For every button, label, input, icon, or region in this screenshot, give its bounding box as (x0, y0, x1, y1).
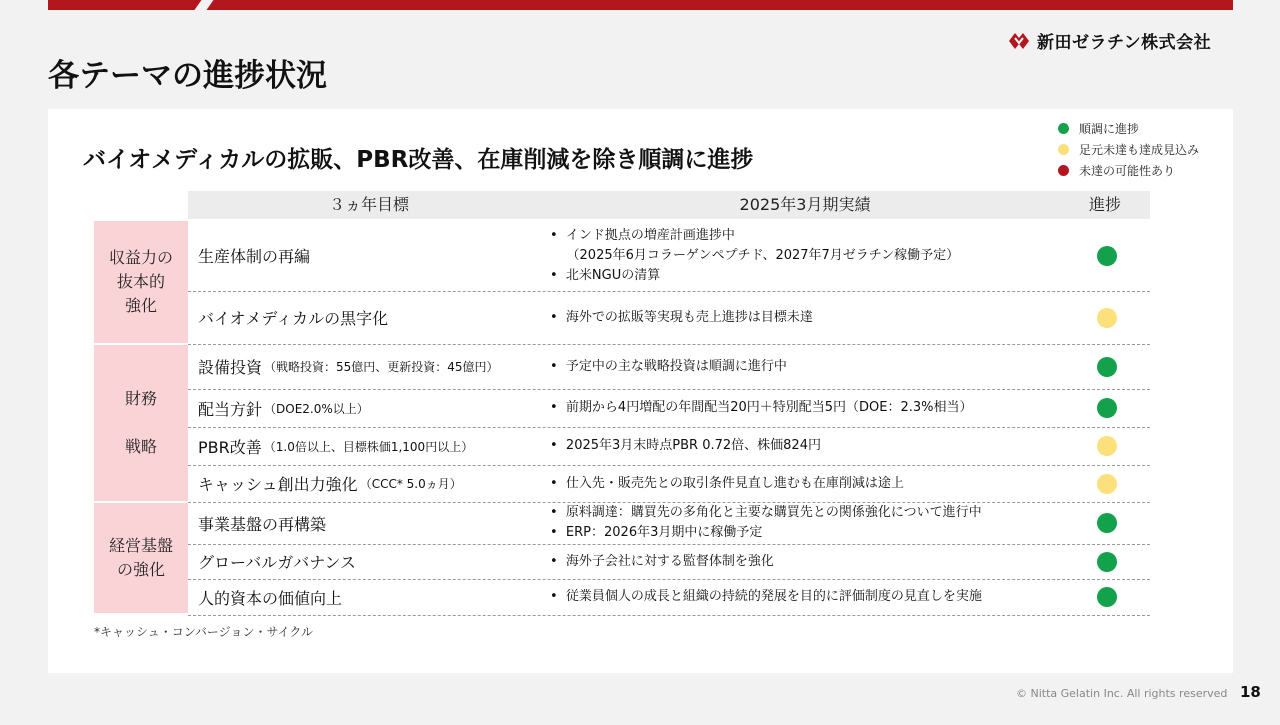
result-cell (550, 544, 774, 579)
goal-text: 事業基盤の再構築 (198, 514, 327, 534)
headline: バイオメディカルの拡販、PBR改善、在庫削減を除き順調に進捗 (83, 147, 754, 173)
category-finance: 財務 戦略 (94, 345, 188, 501)
page-title: 各テーマの進捗状況 (48, 58, 327, 94)
table-row (188, 389, 1150, 428)
result-line: • 前期から4円増配の年間配当20円＋特別配当5円（DOE：2.3%相当） (550, 400, 973, 415)
goal-text: バイオメディカルの黒字化 (198, 309, 389, 328)
result-cell (550, 502, 982, 544)
goal-cell (198, 502, 326, 544)
goal-text: PBR改善 (198, 437, 262, 457)
footnote: *キャッシュ・コンバージョン・サイクル (94, 625, 314, 639)
result-line: • 原料調達：購買先の多角化と主要な購買先との関係強化について進行中 (550, 505, 982, 520)
legend-dot-yellow-icon (1058, 144, 1069, 155)
status-green-icon (1097, 587, 1117, 607)
company-logo-icon (1007, 30, 1031, 52)
header-progress: 進捗 (1088, 195, 1121, 214)
goal-text: 人的資本の価値向上 (198, 588, 343, 608)
result-line: • 仕入先・販売先との取引条件見直し進むも在庫削減は途上 (550, 475, 904, 491)
category-profitability: 収益力の 抜本的 強化 (94, 221, 188, 343)
result-cell (550, 344, 787, 389)
top-accent-bar (48, 0, 1233, 10)
goal-note: （1.0倍以上、目標株価1,100円以上） (263, 439, 474, 454)
result-cell (550, 427, 821, 465)
table-row (188, 579, 1150, 616)
legend-label: 未達の可能性あり (1079, 164, 1176, 178)
result-line: • 海外子会社に対する監督体制を強化 (550, 553, 774, 569)
legend-item-green (1058, 118, 1199, 139)
legend-dot-red-icon (1058, 165, 1069, 176)
header-result: 2025年3月期実績 (739, 195, 871, 214)
table-row (188, 427, 1150, 466)
page-number: 18 (1240, 683, 1261, 701)
result-line: • ERP：2026年3月期中に稼働予定 (550, 525, 763, 540)
goal-note: （DOE2.0%以上） (264, 401, 369, 416)
goal-note: （戦略投資：55億円、更新投資：45億円） (264, 360, 499, 374)
goal-text: 配当方針 (198, 399, 263, 419)
result-cell (550, 389, 973, 427)
legend-dot-green-icon (1058, 123, 1069, 134)
goal-text: グローバルガバナンス (198, 553, 356, 572)
status-green-icon (1097, 246, 1117, 266)
header-goal: ３ヵ年目標 (328, 195, 409, 214)
result-cell (550, 465, 904, 502)
table-row (188, 502, 1150, 545)
result-line: • 予定中の主な戦略投資は順調に進行中 (550, 358, 787, 374)
legend-label: 足元未達も達成見込み (1079, 143, 1200, 157)
status-yellow-icon (1097, 436, 1117, 456)
goal-cell (198, 344, 499, 389)
result-line: （2025年6月コラーゲンペプチド、2027年7月ゼラチン稼働予定） (550, 247, 960, 263)
company-name: 新田ゼラチン株式会社 (1037, 33, 1212, 53)
status-yellow-icon (1097, 308, 1117, 328)
goal-note: （CCC* 5.0ヵ月） (359, 477, 462, 491)
result-line: • 海外での拡販等実現も売上進捗は目標未達 (550, 309, 813, 325)
result-cell (550, 220, 959, 291)
legend-item-red (1058, 160, 1199, 181)
table-row (188, 291, 1150, 345)
legend-label: 順調に進捗 (1079, 122, 1140, 136)
goal-cell (198, 427, 473, 465)
result-cell (550, 579, 982, 615)
table-row (188, 544, 1150, 580)
status-green-icon (1097, 552, 1117, 572)
table-row (188, 344, 1150, 390)
result-line: • 北米NGUの清算 (550, 267, 661, 283)
goal-cell (198, 220, 310, 291)
status-green-icon (1097, 398, 1117, 418)
legend-item-yellow (1058, 139, 1199, 160)
table-row (188, 465, 1150, 503)
goal-cell (198, 389, 369, 427)
table-header (188, 191, 1150, 219)
goal-text: 生産体制の再編 (198, 247, 311, 266)
result-cell (550, 291, 813, 344)
goal-cell (198, 544, 356, 579)
goal-cell (198, 579, 342, 615)
goal-text: キャッシュ創出力強化 (198, 475, 358, 494)
table-row (188, 220, 1150, 292)
goal-cell (198, 465, 462, 502)
status-yellow-icon (1097, 474, 1117, 494)
result-line: • 従業員個人の成長と組織の持続的発展を目的に評価制度の見直しを実施 (550, 589, 982, 604)
copyright: © Nitta Gelatin Inc. All rights reserved (1016, 687, 1228, 700)
goal-text: 設備投資 (198, 358, 263, 377)
status-green-icon (1097, 513, 1117, 533)
goal-cell (198, 291, 388, 344)
result-line: • 2025年3月末時点PBR 0.72倍、株価824円 (550, 438, 821, 453)
category-management: 経営基盤 の強化 (94, 503, 188, 613)
company-logo (1007, 28, 1211, 53)
result-line: • インド拠点の増産計画進捗中 (550, 227, 735, 243)
status-legend (1058, 118, 1199, 181)
status-green-icon (1097, 357, 1117, 377)
